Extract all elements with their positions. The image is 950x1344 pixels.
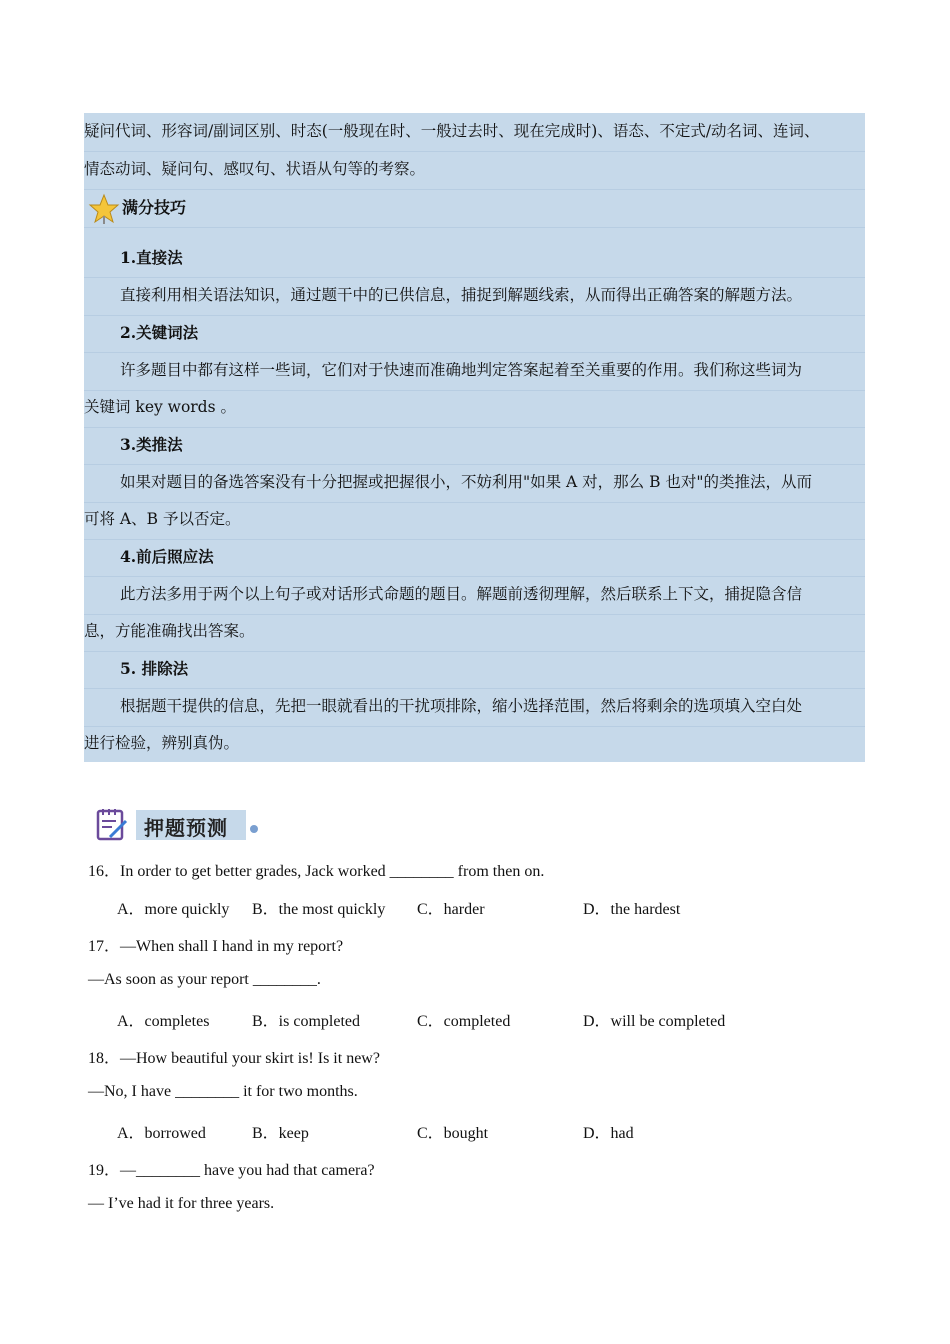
tip-text: 此方法多用于两个以上句子或对话形式命题的题目。解题前透彻理解，然后联系上下文，捕捉隐含信	[84, 576, 865, 615]
option-d: D．had	[583, 1125, 634, 1142]
option-d: D．will be completed	[583, 1013, 726, 1030]
option-a: A．completes	[117, 1013, 210, 1030]
option-c: C．harder	[417, 901, 485, 918]
tip-text: 直接利用相关语法知识，通过题干中的已供信息，捕捉到解题线索，从而得出正确答案的解题方法。	[84, 277, 865, 316]
question-16-stem: 16．In order to get better grades, Jack worked ________ from then on.	[88, 863, 545, 880]
question-17-stem: 17．—When shall I hand in my report?	[88, 938, 344, 955]
tip-text: 进行检验，辨别真伪。	[84, 734, 240, 752]
tips-panel	[84, 113, 865, 762]
tip-heading: 2.关键词法	[84, 314, 865, 353]
tip-text: 息，方能准确找出答案。	[84, 613, 865, 652]
tip-text: 如果对题目的备选答案没有十分把握或把握很小，不妨利用"如果 A 对，那么 B 也对"的类推法，从而	[84, 464, 865, 503]
section-badge-label: 押题预测	[144, 816, 228, 840]
section-badge	[96, 807, 266, 843]
question-19-stem: 19．—________ have you had that camera?	[88, 1162, 375, 1179]
tip-heading: 3.类推法	[84, 426, 865, 465]
tip-text: 许多题目中都有这样一些词，它们对于快速而准确地判定答案起着至关重要的作用。我们称这些词为	[84, 352, 865, 391]
question-18-stem: 18．—How beautiful your skirt is! Is it new?	[88, 1050, 380, 1067]
tip-heading: 1.直接法	[84, 239, 865, 278]
option-c: C．completed	[417, 1013, 511, 1030]
intro-line: 情态动词、疑问句、感叹句、状语从句等的考察。	[84, 151, 865, 190]
tips-title-row	[84, 189, 865, 228]
tip-text: 根据题干提供的信息，先把一眼就看出的干扰项排除，缩小选择范围，然后将剩余的选项填入空白处	[84, 688, 865, 727]
tips-title: 满分技巧	[122, 198, 187, 217]
star-icon	[88, 193, 120, 225]
tip-text: 可将 A、B 予以否定。	[84, 501, 865, 540]
option-a: A．more quickly	[117, 901, 230, 918]
tip-heading: 4.前后照应法	[84, 538, 865, 577]
question-18-reply: —No, I have ________ it for two months.	[88, 1083, 358, 1100]
intro-line: 疑问代词、形容词/副词区别、时态(一般现在时、一般过去时、现在完成时)、语态、不定式/动名词、连词、	[84, 113, 865, 152]
option-a: A．borrowed	[117, 1125, 206, 1142]
tip-text: 关键词 key words 。	[84, 389, 865, 428]
option-b: B．keep	[252, 1125, 309, 1142]
option-b: B．is completed	[252, 1013, 360, 1030]
tip-heading: 5. 排除法	[84, 650, 865, 689]
question-19-reply: — I’ve had it for three years.	[88, 1195, 275, 1212]
option-d: D．the hardest	[583, 901, 681, 918]
option-c: C．bought	[417, 1125, 489, 1142]
option-b: B．the most quickly	[252, 901, 386, 918]
question-17-reply: —As soon as your report ________.	[88, 971, 321, 988]
